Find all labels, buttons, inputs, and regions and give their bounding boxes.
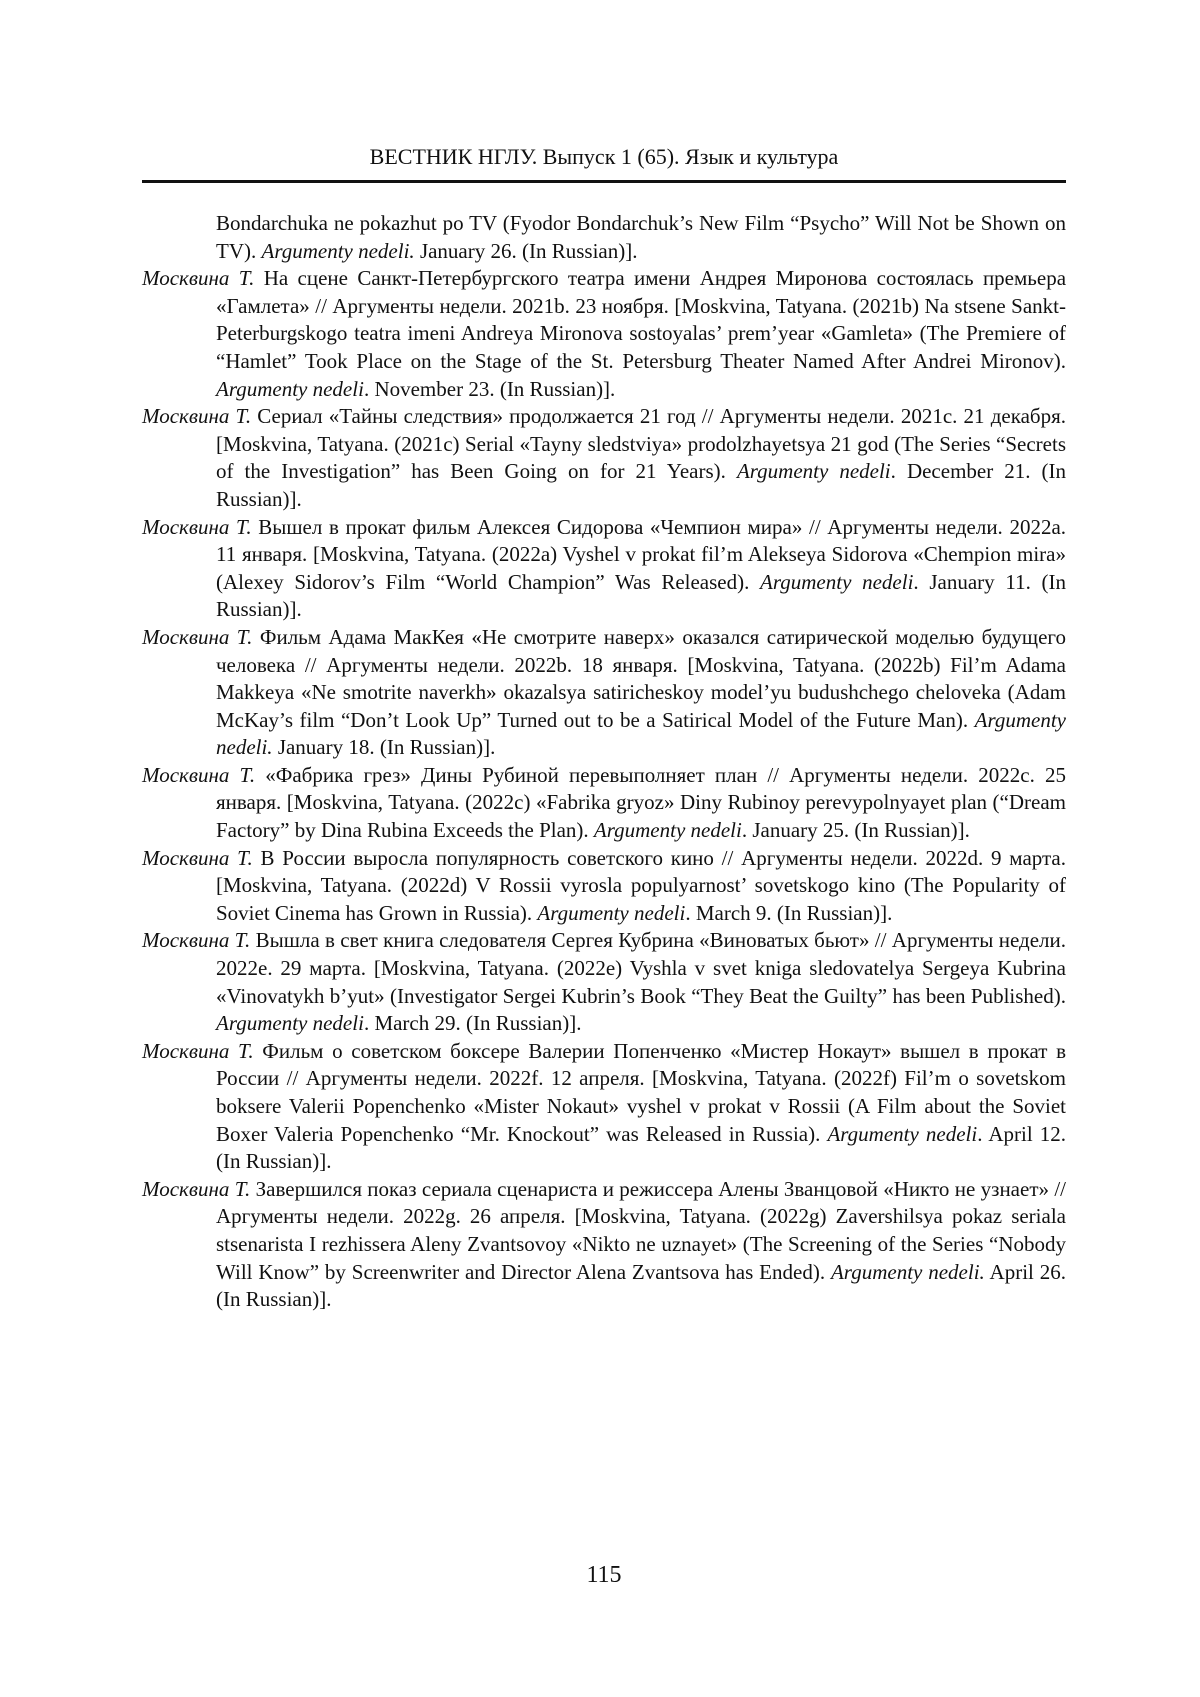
entry-text: Bondarchuka ne pokazhut po TV (Fyodor Bondarchuk’s New Film “Psycho” Will Not be Shown on TV). (216, 211, 1066, 263)
entry-text: Фильм о советском боксере Валерии Попенченко «Мистер Нокаут» вышел в прокат в России // Аргументы недели. 2022f. 12 апреля. [Moskvina, Tatyana. (2022f) Fil’m o sovetskom boksere Valerii Popenchenko «Mister Nokaut» vyshel v prokat v Rossii (A Film about the Soviet Boxer Valeria Popenchenko “Mr. Knockout” was Released in Russia). (216, 1039, 1066, 1146)
entry-source: Argumenty nedeli. (831, 1260, 985, 1284)
entry-text: Вышел в прокат фильм Алексея Сидорова «Чемпион мира» // Аргументы недели. 2022a. 11 января. [Moskvina, Tatyana. (2022a) Vyshel v prokat fil’m Ale­kseya Sidorova «Chempion mira» (Alexey Sidorov’s Film “World Champion” Was Released). (216, 515, 1066, 594)
entry-source: Argumenty nedeli (760, 570, 913, 594)
bibliography-entry (142, 1176, 1066, 1314)
entry-author: Москвина Т. (142, 1039, 254, 1063)
entry-author: Москвина Т. (142, 763, 255, 787)
entry-author: Москвина Т. (142, 515, 252, 539)
entry-text: Фильм Адама МакКея «Не смотрите наверх» оказался сатирической моде­лью будущего человека // Аргументы недели. 2022b. 18 января. [Moskvina, Tatyana. (2022b) Fil’m Adama Makkeya «Ne smotrite naverkh» okazalsya sa­tiricheskoy model’yu budushchego cheloveka (Adam McKay’s film “Don’t Look Up” Turned out to be a Satirical Model of the Future Man). (216, 625, 1066, 732)
entry-tail: . No­vember 23. (In Russian)]. (364, 377, 615, 401)
entry-source: Argumenty nedeli (737, 459, 891, 483)
entry-author: Москвина Т. (142, 928, 250, 952)
bibliography-entry (142, 265, 1066, 403)
entry-source: Argumenty nedeli (216, 1011, 364, 1035)
entry-tail: January 26. (In Russian)]. (420, 239, 638, 263)
entry-source: Argumen­ty nedeli (594, 818, 742, 842)
entry-text: На сцене Санкт-Петербургского театра имени Андрея Миронова состоя­лась премьера «Гамлета» // Аргументы недели. 2021b. 23 ноября. [Moskvina, Tatyana. (2021b) Na stsene Sankt-Peterburgskogo teatra imeni Andreya Mironova sostoyalas’ prem’year «Gamleta» (The Premiere of “Hamlet” Took Place on the Stage of the St. Petersburg Theater Named After Andrei Mironov). (216, 266, 1066, 373)
entry-tail: . March 29. (In Russian)]. (364, 1011, 582, 1035)
bibliography-entry (142, 514, 1066, 624)
entry-author: Москвина Т. (142, 404, 251, 428)
entry-author: Москвина Т. (142, 625, 252, 649)
entry-source: Argumenty nedeli (537, 901, 685, 925)
entry-tail: . January 25. (In Russian)]. (742, 818, 970, 842)
entry-author: Москвина Т. (142, 846, 253, 870)
entry-tail: April 26. (In Russian)]. (216, 1260, 1066, 1312)
entry-text: Завершился показ сериала сценариста и режиссера Алены Званцовой «Ни­кто не узнает» // Аргументы недели. 2022g. 26 апреля. [Moskvina, Tatyana. (2022g) Zavershilsya pokaz seriala stsenarista I rezhissera Aleny Zvantsovoy «Nikto ne uznayet» (The Screening of the Series “Nobody Will Know” by Screenwriter and Director Alena Zvantsova has Ended). (216, 1177, 1066, 1284)
entry-author: Москвина Т. (142, 1177, 250, 1201)
entry-source: Argumenty nedeli (827, 1122, 977, 1146)
bibliography-entry (142, 762, 1066, 845)
bibliography-entry (142, 845, 1066, 928)
entry-text: «Фабрика грез» Дины Рубиной перевыполняет план // Аргументы недели. 2022c. 25 января. [Moskvina, Tatyana. (2022c) «Fabrika gryoz» Diny Rubinoy perevypolnyayet plan (“Dream Factory” by Dina Rubina Exceeds the Plan). (216, 763, 1066, 842)
bibliography-entry (142, 210, 1066, 265)
entry-tail: . March 9. (In Russian)]. (685, 901, 892, 925)
entry-source: Argumenty nedeli. (216, 708, 1066, 760)
entry-source: Argumenty nedeli (216, 377, 364, 401)
entry-author: Москвина Т. (142, 266, 254, 290)
entry-tail: January 18. (In Russian)]. (278, 735, 496, 759)
bibliography-entry (142, 403, 1066, 513)
entry-text: Сериал «Тайны следствия» продолжается 21 год // Аргументы недели. 2021c. 21 декабря. [Moskvina, Tatyana. (2021c) Serial «Tayny sledstviya» prodolzhayetsya 21 god (The Series “Secrets of the Investigation” has Been Going on for 21 Years). (216, 404, 1066, 483)
entry-tail: . December 21. (In Russian)]. (216, 459, 1066, 511)
entry-text: В России выросла популярность советского кино // Аргументы недели. 2022d. 9 марта. [Moskvina, Tatyana. (2022d) V Rossii vyrosla populyarnost’ so­vetskogo kino (The Popularity of Soviet Cinema has Grown in Russia). (216, 846, 1066, 925)
entry-tail: . April 12. (In Russian)]. (216, 1122, 1066, 1174)
page-number: 115 (142, 1560, 1066, 1590)
bibliography-list (142, 210, 1066, 1314)
bibliography-entry (142, 927, 1066, 1037)
entry-tail: . January 11. (In Russian)]. (216, 570, 1066, 622)
bibliography-entry (142, 624, 1066, 762)
entry-source: Argumenty nedeli. (262, 239, 415, 263)
bibliography-entry (142, 1038, 1066, 1176)
entry-text: Вышла в свет книга следователя Сергея Кубрина «Виноватых бьют» // Ар­гументы недели. 2022e. 29 марта. [Moskvina, Tatyana. (2022e) Vyshla v svet kniga sledovatelya Sergeya Kubrina «Vinovatykh b’yut» (Investigator Sergei Kubrin’s Book “They Beat the Guilty” has been Published). (216, 928, 1066, 1007)
header-divider (142, 180, 1066, 183)
running-header: ВЕСТНИК НГЛУ. Выпуск 1 (65). Язык и культура (142, 142, 1066, 172)
